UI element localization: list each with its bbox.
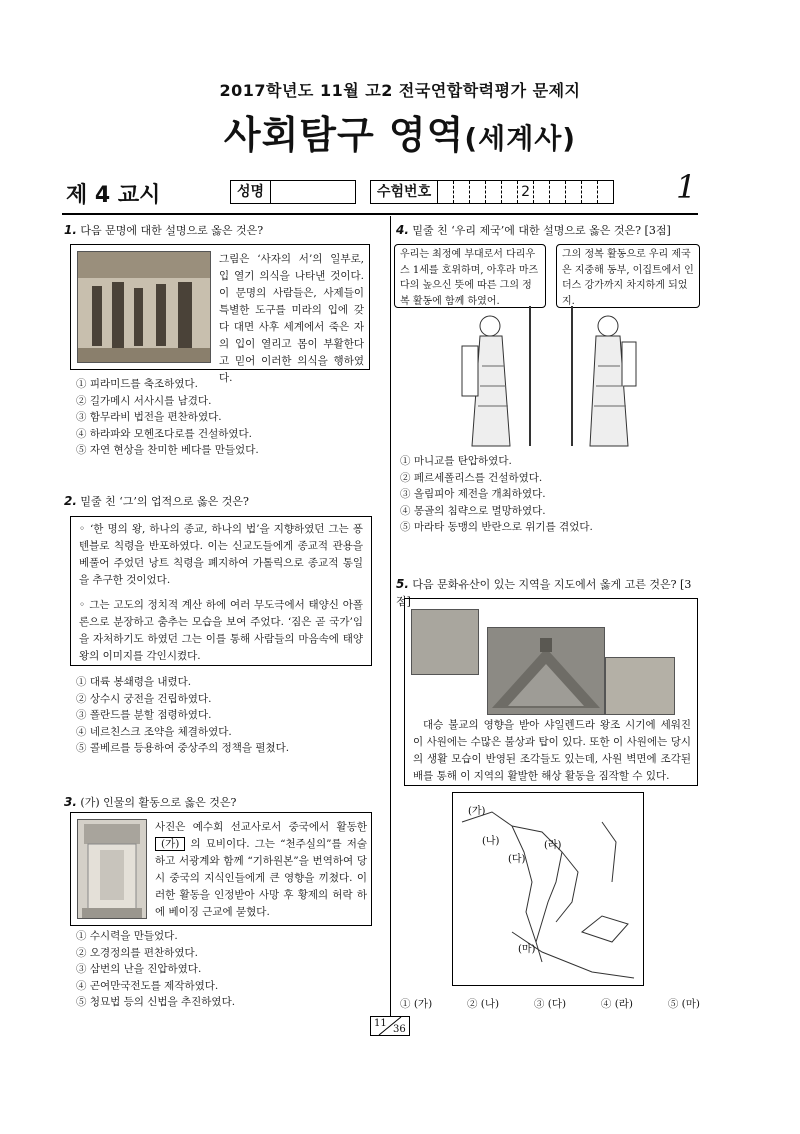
q3-options xyxy=(76,928,376,1011)
q3-option-3[interactable]: ③ 삼번의 난을 진압하였다. xyxy=(76,963,202,975)
q4-options xyxy=(400,453,700,536)
q5-box-text: 대승 불교의 영향을 받아 샤일렌드라 왕조 시기에 세워진 이 사원에는 수많은 불상과 탑이 있다. 또한 이 사원에는 당시의 생활 모습이 반영된 조각들도 있는데, 사원 벽면에 조각된 배를 통해 이 지역의 활발한 해상 활동을 짐작할 수 있다. xyxy=(413,719,691,782)
q1-option-5[interactable]: ⑤ 자연 현상을 찬미한 베다를 만들었다. xyxy=(76,444,259,456)
q1-options xyxy=(76,376,376,459)
persian-soldiers-illustration xyxy=(430,306,670,452)
q3-stem-text: (가) 인물의 활동으로 옳은 것은? xyxy=(80,796,237,809)
q1-stem-text: 다음 문명에 대한 설명으로 옳은 것은? xyxy=(80,224,264,237)
q3-option-2[interactable]: ② 오경정의를 편찬하였다. xyxy=(76,946,198,959)
q4-option-5[interactable]: ⑤ 마라타 동맹의 반란으로 위기를 겪었다. xyxy=(400,521,593,533)
exam-title-main: 사회탐구 영역 xyxy=(223,113,465,157)
map-label-na: (나) xyxy=(482,836,500,847)
q3-box-text: 사진은 예수회 선교사로서 중국에서 활동한 (가) 의 묘비이다. 그는 “천주실의”를 저술하고 서광계와 함께 “기하원본”을 번역하여 당시 중국의 지식인들에게 큰 영향을 끼쳤다. 이러한 활동을 인정받아 사망 후 황제의 허락 하에 베이징 근교에 묻혔다. xyxy=(155,821,367,918)
q2-stem-text: 밑줄 친 ‘그’의 업적으로 옳은 것은? xyxy=(80,495,249,508)
q5-option-1[interactable]: ① (가) xyxy=(400,998,433,1010)
q5-option-4[interactable]: ④ (라) xyxy=(600,998,634,1010)
exam-number-label: 수험번호 xyxy=(371,181,438,203)
q5-stem-text: 다음 문화유산이 있는 지역을 지도에서 옳게 고른 것은? [3점] xyxy=(396,578,692,608)
q4-option-3[interactable]: ③ 올림피아 제전을 개최하였다. xyxy=(400,488,546,500)
page-number: 1 xyxy=(676,168,697,206)
q4-stem xyxy=(396,222,706,240)
q3-option-4[interactable]: ④ 곤여만국전도를 제작하였다. xyxy=(76,979,219,992)
q1-option-4[interactable]: ④ 하라파와 모헨조다로를 건설하였다. xyxy=(76,427,252,440)
q5-box xyxy=(404,598,698,786)
q2-option-1[interactable]: ① 대륙 봉쇄령을 내렸다. xyxy=(76,676,192,688)
q4-option-1[interactable]: ① 마니교를 탄압하였다. xyxy=(400,455,512,467)
q2-option-4[interactable]: ④ 네르친스크 조약을 체결하였다. xyxy=(76,725,232,738)
name-label: 성명 xyxy=(231,181,271,203)
q1-option-2[interactable]: ② 길가메시 서사시를 남겼다. xyxy=(76,394,212,407)
header-divider xyxy=(62,213,698,215)
q5-option-3[interactable]: ③ (다) xyxy=(533,998,567,1010)
q2-paragraph-1: ◦ ‘한 명의 왕, 하나의 종교, 하나의 법’을 지향하였던 그는 퐁텐블로 칙령을 반포하였다. 이는 신교도들에게 종교적 관용을 베풀어 주었던 낭트 칙령을 폐지하여 가톨릭으로 종교적 통일을 추구한 것이었다. xyxy=(79,523,363,586)
q4-stem-text: 밑줄 친 ‘우리 제국’에 대한 설명으로 옳은 것은? [3점] xyxy=(412,224,671,237)
map-label-ra: (라) xyxy=(544,840,562,851)
q5-number: 5. xyxy=(396,577,409,591)
q3-number: 3. xyxy=(64,795,77,809)
q1-stem xyxy=(64,222,384,240)
q3-option-1[interactable]: ① 수시력을 만들었다. xyxy=(76,930,178,942)
q2-option-5[interactable]: ⑤ 콜베르를 등용하여 중상주의 정책을 펼쳤다. xyxy=(76,742,290,754)
column-divider xyxy=(390,216,391,1016)
exam-title xyxy=(0,104,800,159)
q2-paragraph-2: ◦ 그는 고도의 정치적 계산 하에 여러 무도극에서 태양신 아폴론으로 분장하고 춤추는 모습을 보여 주었다. ‘짐은 곧 국가’임을 자처하기도 하였던 그는 이를 통해 사람들의 마음속에 태양왕의 이미지를 각인시켰다. xyxy=(79,599,363,662)
q2-option-3[interactable]: ③ 폴란드를 분할 점령하였다. xyxy=(76,709,212,721)
exam-title-subject: (세계사) xyxy=(464,122,577,155)
q3-stem xyxy=(64,794,384,812)
book-of-the-dead-image xyxy=(77,251,211,363)
q5-options xyxy=(400,996,700,1013)
page-current: 11 xyxy=(374,1018,387,1029)
buddha-statue-image xyxy=(411,609,479,675)
q3-box xyxy=(70,812,372,926)
q5-option-2[interactable]: ② (나) xyxy=(466,998,500,1010)
q4-number: 4. xyxy=(396,223,409,237)
q4-speech-bubble-left: 우리는 최정예 부대로서 다리우스 1세를 호위하며, 아후라 마즈다의 높으신 뜻에 따른 그의 정복 활동에 함께 하였어. xyxy=(394,244,546,308)
map-label-ga: (가) xyxy=(468,806,486,817)
exam-number-field[interactable] xyxy=(370,180,614,204)
q1-number: 1. xyxy=(64,223,77,237)
q3-blank-ga: (가) xyxy=(155,837,185,851)
q4-option-2[interactable]: ② 페르세폴리스를 건설하였다. xyxy=(400,471,543,484)
page-counter xyxy=(370,1016,410,1036)
exam-number-digit: 2 xyxy=(518,181,534,203)
map-label-da: (다) xyxy=(508,854,526,865)
q2-box xyxy=(70,516,372,666)
q1-option-3[interactable]: ③ 함무라비 법전을 편찬하였다. xyxy=(76,411,222,423)
name-field[interactable] xyxy=(230,180,356,204)
southeast-asia-map xyxy=(452,792,644,986)
q3-option-5[interactable]: ⑤ 청묘법 등의 신법을 추진하였다. xyxy=(76,996,236,1008)
q5-option-5[interactable]: ⑤ (마) xyxy=(667,998,700,1010)
session-label: 제 4 교시 xyxy=(66,183,161,208)
ship-relief-image xyxy=(605,657,675,715)
map-label-ma: (마) xyxy=(518,944,536,955)
q2-number: 2. xyxy=(64,494,77,508)
borobudur-temple-image xyxy=(487,627,605,715)
q1-box-text: 그림은 ‘사자의 서’의 일부로, 입 열기 의식을 나타낸 것이다. 이 문명의 사람들은, 사제들이 특별한 도구를 미라의 입에 갖다 대면 사후 세계에서 죽은 자의 입이 열리고 몸이 부활한다고 믿어 이러한 의식을 행하였다. xyxy=(219,253,364,384)
tombstone-image xyxy=(77,819,147,919)
page-total: 36 xyxy=(393,1024,406,1035)
q2-stem xyxy=(64,493,384,511)
q4-speech-bubble-right: 그의 정복 활동으로 우리 제국은 지중해 동부, 이집트에서 인더스 강가까지 차지하게 되었지. xyxy=(556,244,700,308)
q1-option-1[interactable]: ① 피라미드를 축조하였다. xyxy=(76,378,198,390)
q4-option-4[interactable]: ④ 몽골의 침략으로 멸망하였다. xyxy=(400,504,546,517)
q2-option-2[interactable]: ② 상수시 궁전을 건립하였다. xyxy=(76,692,212,705)
exam-subtitle: 2017학년도 11월 고2 전국연합학력평가 문제지 xyxy=(219,81,581,100)
q2-options xyxy=(76,674,376,757)
